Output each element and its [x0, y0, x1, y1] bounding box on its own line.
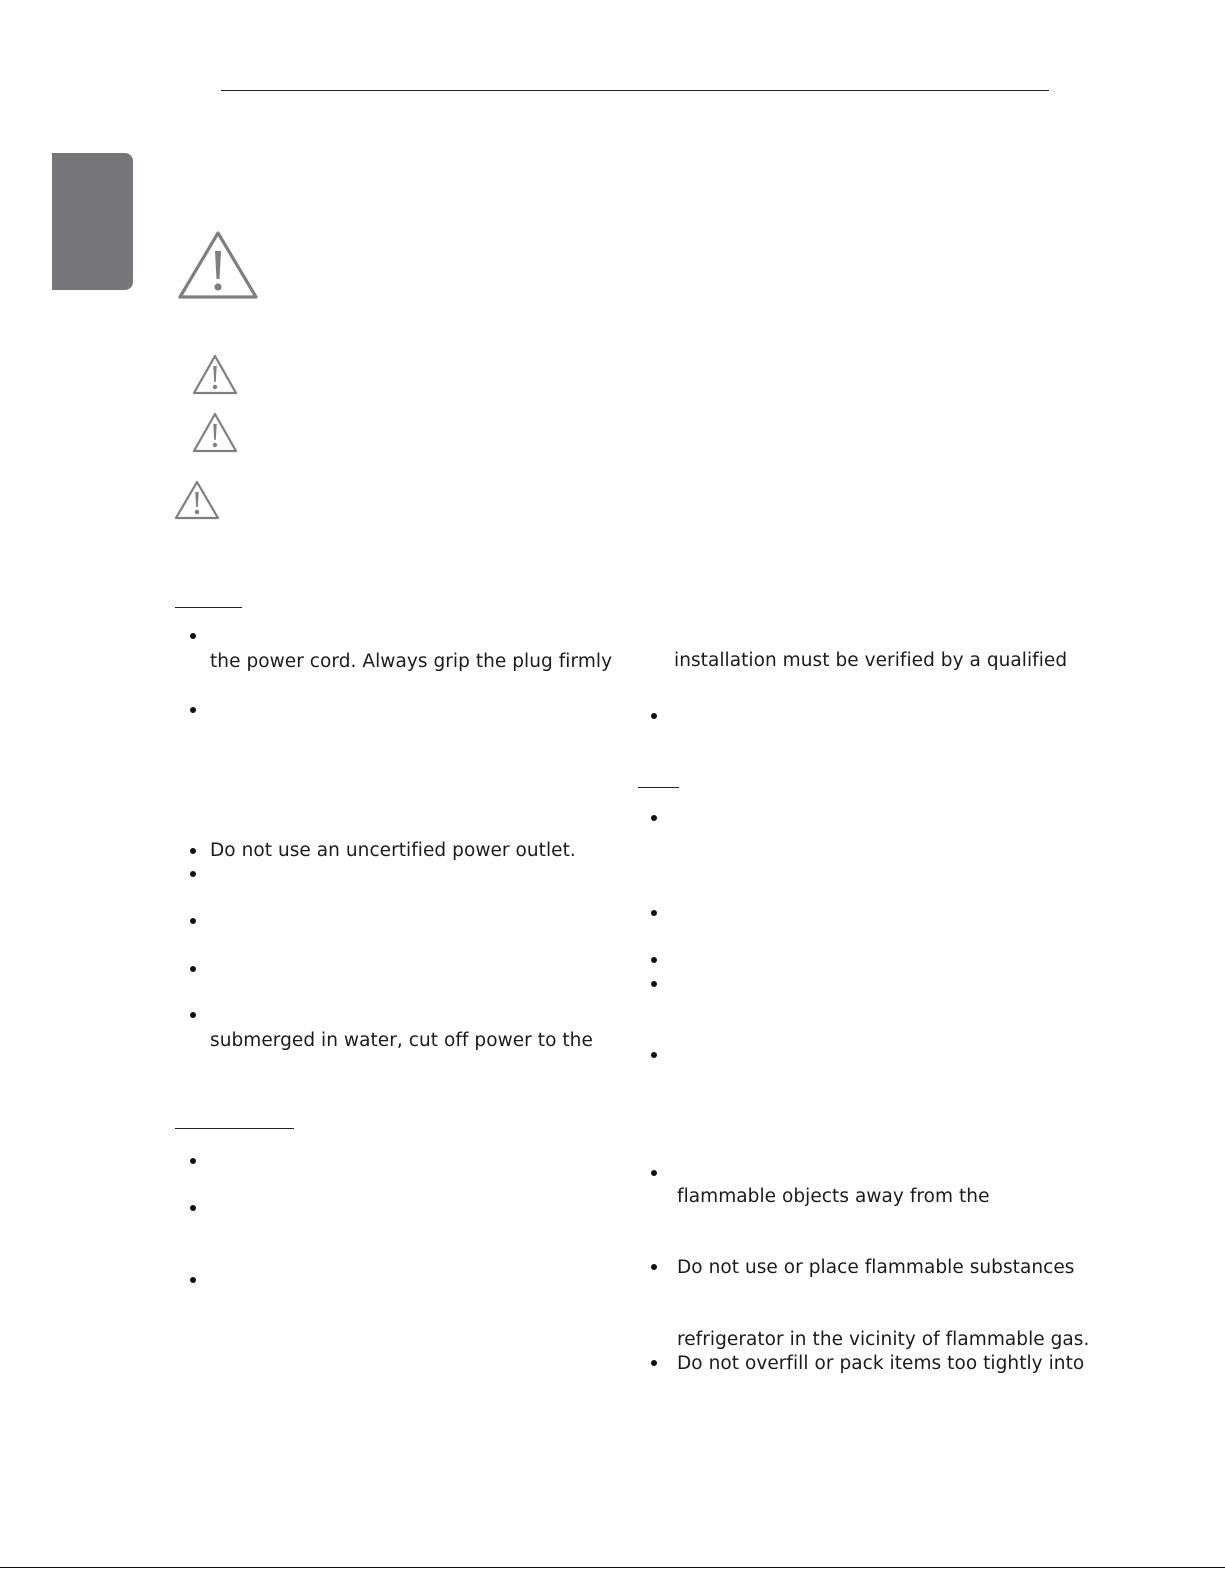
- list-bullet: [651, 1360, 657, 1366]
- list-bullet: [651, 1170, 657, 1176]
- warning-triangle-icon: [173, 479, 221, 521]
- section-heading-underline: [638, 787, 679, 788]
- text-line: refrigerator in the vicinity of flammable gas.: [677, 1329, 1090, 1350]
- section-heading-underline: [175, 1128, 294, 1129]
- list-bullet: [190, 871, 196, 877]
- text-line: Do not use an uncertified power outlet.: [210, 840, 576, 861]
- list-bullet: [651, 1052, 657, 1058]
- warning-triangle-icon: [191, 411, 239, 454]
- list-bullet: [190, 848, 196, 854]
- list-bullet: [190, 1277, 196, 1283]
- list-bullet: [651, 1264, 657, 1270]
- list-bullet: [190, 1205, 196, 1211]
- text-line: installation must be verified by a qualified: [674, 650, 1068, 671]
- text-line: the power cord. Always grip the plug firmly: [210, 651, 613, 672]
- section-heading-underline: [175, 607, 242, 608]
- text-line: flammable objects away from the: [677, 1186, 990, 1207]
- list-bullet: [190, 966, 196, 972]
- list-bullet: [190, 1158, 196, 1164]
- language-side-tab: [52, 153, 133, 290]
- list-bullet: [190, 633, 196, 639]
- list-bullet: [190, 918, 196, 924]
- text-line: Do not use or place flammable substances: [677, 1257, 1075, 1278]
- list-bullet: [651, 910, 657, 916]
- warning-triangle-icon: [191, 353, 239, 396]
- list-bullet: [651, 713, 657, 719]
- list-bullet: [651, 957, 657, 963]
- header-rule: [221, 90, 1049, 91]
- text-line: submerged in water, cut off power to the: [210, 1030, 593, 1051]
- list-bullet: [190, 707, 196, 713]
- list-bullet: [651, 815, 657, 821]
- warning-triangle-icon: [176, 229, 260, 301]
- text-line: Do not overfill or pack items too tightly into: [677, 1353, 1085, 1374]
- list-bullet: [190, 1012, 196, 1018]
- footer-rule: [0, 1567, 1225, 1568]
- list-bullet: [651, 981, 657, 987]
